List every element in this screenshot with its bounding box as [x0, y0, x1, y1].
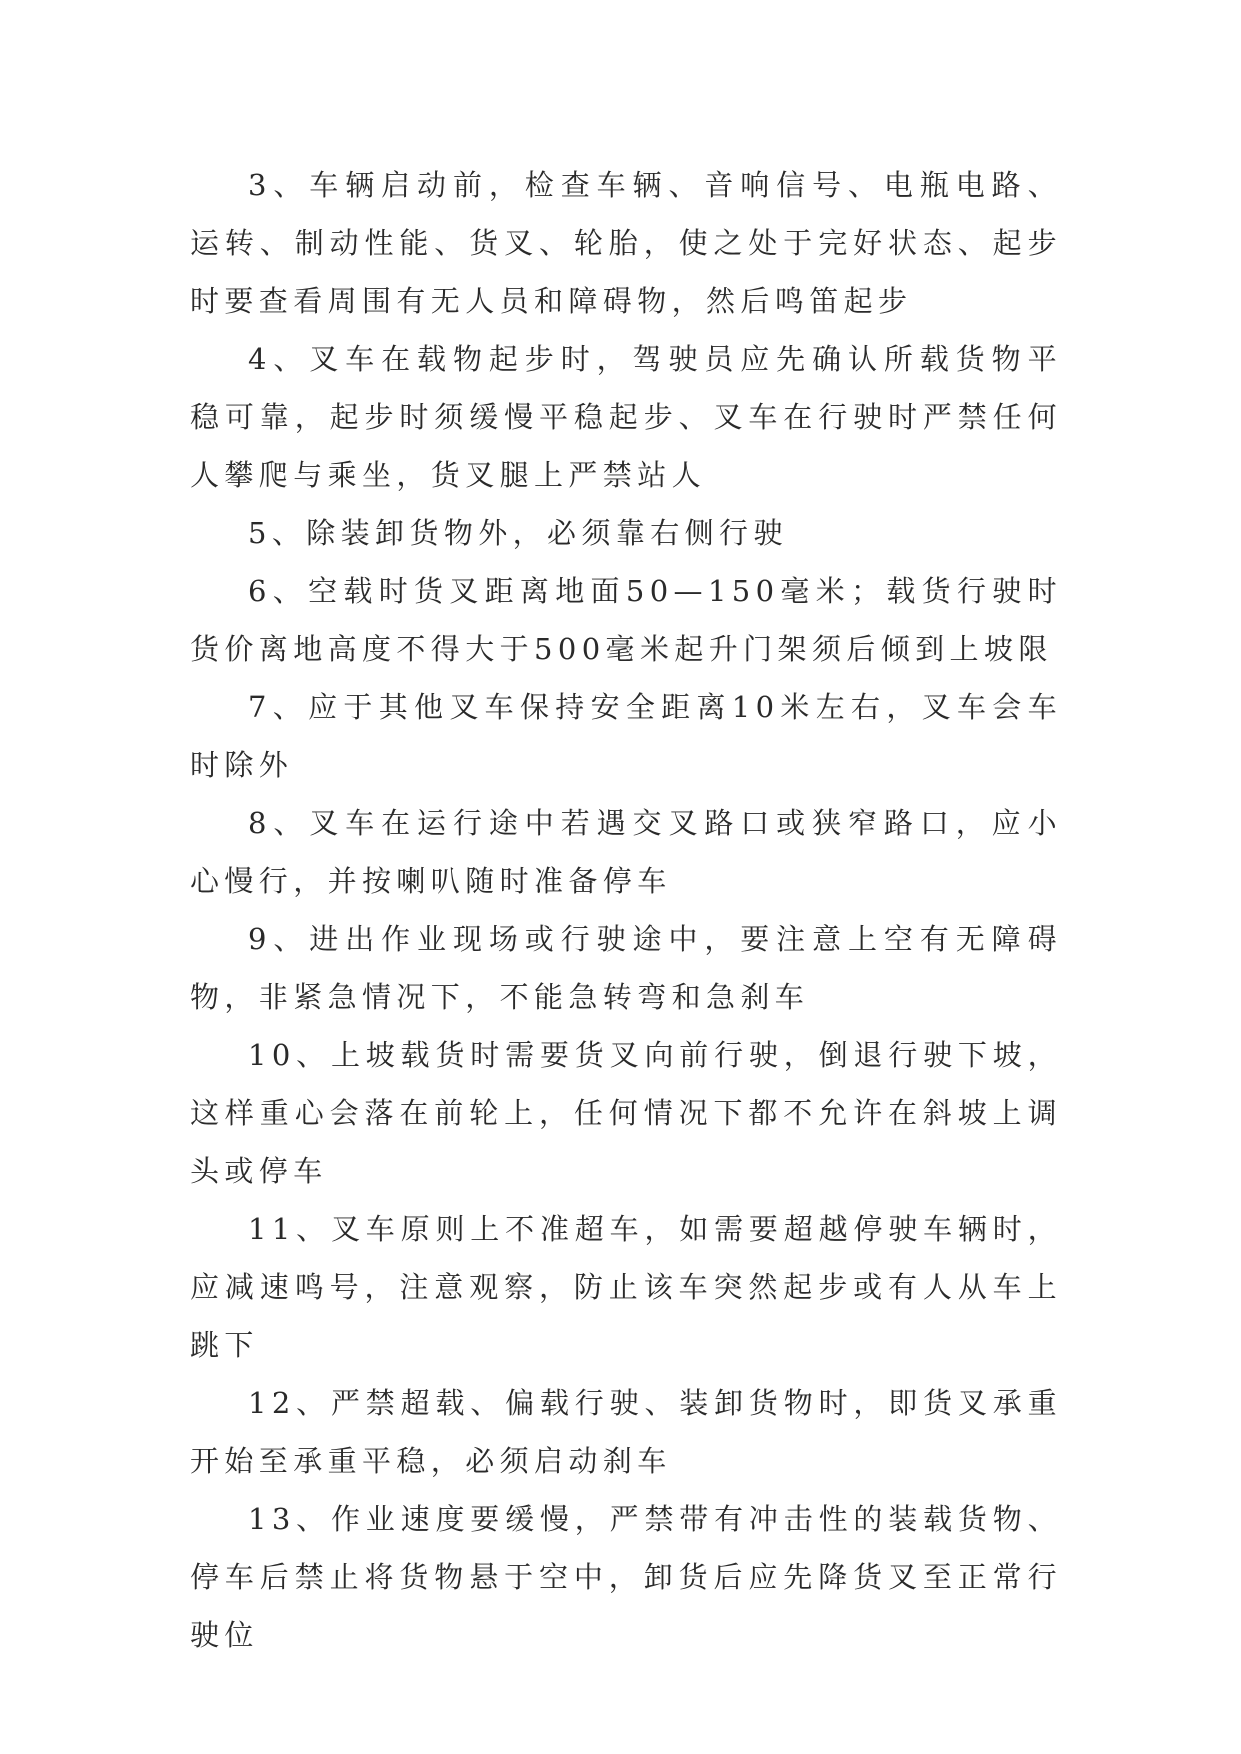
paragraph-item-11: 11、叉车原则上不准超车，如需要超越停驶车辆时，应减速鸣号，注意观察，防止该车突然起步或有人从车上跳下 [190, 1212, 1062, 1362]
document-body [190, 156, 1062, 1664]
paragraph-item-6: 6、空载时货叉距离地面50—150毫米；载货行驶时货价离地高度不得大于500毫米起升门架须后倾到上坡限 [190, 574, 1062, 666]
paragraph-item-13: 13、作业速度要缓慢，严禁带有冲击性的装载货物、停车后禁止将货物悬于空中，卸货后应先降货叉至正常行驶位 [190, 1502, 1062, 1652]
paragraph-item-3: 3、车辆启动前，检查车辆、音响信号、电瓶电路、运转、制动性能、货叉、轮胎，使之处于完好状态、起步时要查看周围有无人员和障碍物，然后鸣笛起步 [190, 168, 1062, 318]
paragraph-item-4: 4、叉车在载物起步时，驾驶员应先确认所载货物平稳可靠，起步时须缓慢平稳起步、叉车在行驶时严禁任何人攀爬与乘坐，货叉腿上严禁站人 [190, 342, 1062, 492]
paragraph-item-10: 10、上坡载货时需要货叉向前行驶，倒退行驶下坡，这样重心会落在前轮上，任何情况下都不允许在斜坡上调头或停车 [190, 1038, 1062, 1188]
paragraph-item-5: 5、除装卸货物外，必须靠右侧行驶 [248, 516, 788, 550]
paragraph-item-8: 8、叉车在运行途中若遇交叉路口或狭窄路口，应小心慢行，并按喇叭随时准备停车 [190, 806, 1062, 898]
paragraph-item-9: 9、进出作业现场或行驶途中，要注意上空有无障碍物，非紧急情况下，不能急转弯和急刹车 [190, 922, 1062, 1014]
paragraph-item-7: 7、应于其他叉车保持安全距离10米左右，叉车会车时除外 [190, 690, 1062, 782]
paragraph-item-12: 12、严禁超载、偏载行驶、装卸货物时，即货叉承重开始至承重平稳，必须启动刹车 [190, 1386, 1062, 1478]
